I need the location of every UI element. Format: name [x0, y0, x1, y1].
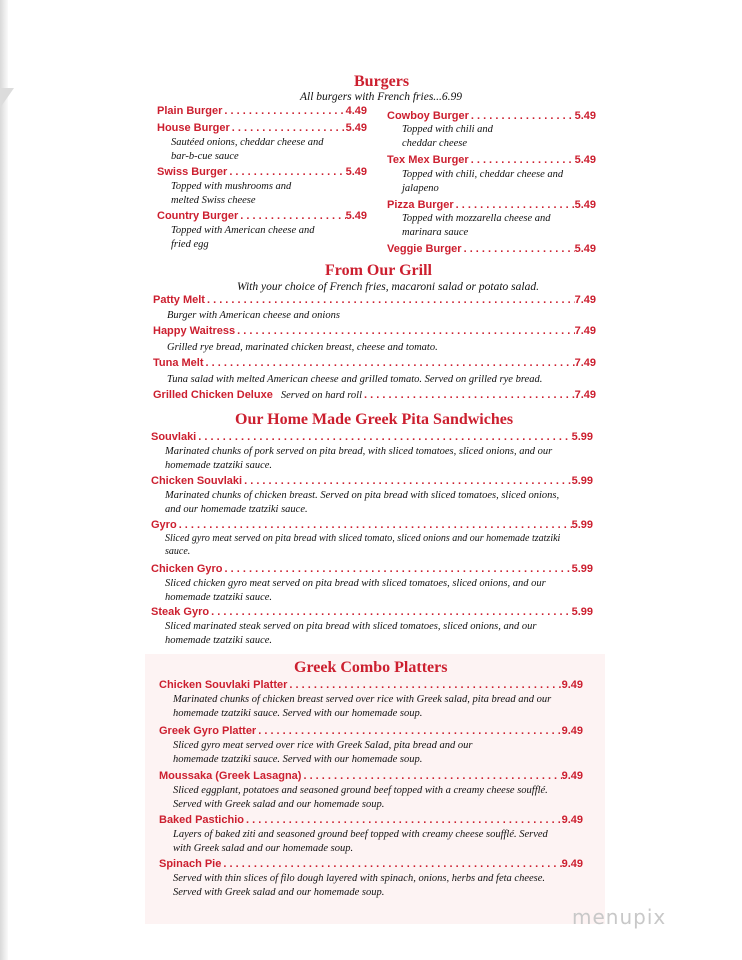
menu-item-desc: Sliced marinated steak served on pita bread with sliced tomatoes, sliced onions, and our homemade tzatziki sauce.	[165, 621, 537, 646]
scan-edge	[0, 0, 8, 960]
menu-item-steak-gyro: Steak Gyro . . . 5.99	[151, 606, 593, 618]
menu-item-chicken-gyro: Chicken Gyro . . . 5.99	[151, 563, 593, 575]
menu-item-desc: Sautéed onions, cheddar cheese and bar-b-cue sauce	[171, 137, 324, 162]
menu-item-desc: Layers of baked ziti and seasoned ground beef topped with creamy cheese soufflé. Served with Greek salad and our homemade soup.	[173, 829, 548, 854]
menu-item-grilled-chicken-deluxe: Grilled Chicken Deluxe Served on hard roll . . . 7.49	[153, 389, 596, 401]
menu-item-desc: Topped with American cheese and fried egg	[171, 225, 315, 250]
menu-item-spinach-pie: Spinach Pie . . . 9.49	[159, 858, 583, 870]
menu-item-baked-pastichio: Baked Pastichio . . . 9.49	[159, 814, 583, 826]
menu-item-desc: Sliced gyro meat served over rice with Greek Salad, pita bread and our homemade tzatziki sauce. Served with our homemade soup.	[173, 740, 473, 765]
menu-item-desc: Topped with chili, cheddar cheese and jalapeno	[402, 169, 564, 194]
menu-item-desc: Marinated chunks of chicken breast served over rice with Greek salad, pita bread and our homemade tzatziki sauce. Served with our homemade soup.	[173, 694, 552, 719]
menu-item-desc: Topped with chili and cheddar cheese	[402, 124, 493, 149]
menu-item-patty-melt: Patty Melt . . . 7.49	[153, 294, 596, 306]
combo-heading: Greek Combo Platters	[294, 659, 448, 676]
menu-item-swiss-burger: Swiss Burger . . . 5.49	[157, 166, 367, 178]
menu-item-desc: Topped with mushrooms and melted Swiss cheese	[171, 181, 292, 206]
menu-item-chicken-souvlaki-platter: Chicken Souvlaki Platter . . . 9.49	[159, 679, 583, 691]
menu-item-desc: Sliced eggplant, potatoes and seasoned ground beef topped with a creamy cheese soufflé. Served with Greek salad and our homemade soup.	[173, 785, 548, 810]
menu-item-tuna-melt: Tuna Melt . . . 7.49	[153, 357, 596, 369]
menu-item-cowboy-burger: Cowboy Burger . . . 5.49	[387, 110, 596, 122]
menu-item-tex-mex-burger: Tex Mex Burger . . . 5.49	[387, 154, 596, 166]
menu-item-desc: Grilled rye bread, marinated chicken breast, cheese and tomato.	[167, 342, 438, 353]
menu-item-desc: Topped with mozzarella cheese and marinara sauce	[402, 213, 551, 238]
menu-item-desc: Sliced chicken gyro meat served on pita bread with sliced tomatoes, sliced onions, and our homemade tzatziki sauce.	[165, 578, 546, 603]
menu-item-gyro: Gyro . . . 5.99	[151, 519, 593, 531]
burgers-heading: Burgers	[354, 73, 410, 90]
menu-item-chicken-souvlaki: Chicken Souvlaki . . . 5.99	[151, 475, 593, 487]
menu-item-desc: Tuna salad with melted American cheese and grilled tomato. Served on grilled rye bread.	[167, 374, 543, 385]
menu-item-plain-burger: Plain Burger . . . 4.49	[157, 105, 367, 117]
menupix-watermark: menupix	[572, 905, 667, 929]
menu-item-happy-waitress: Happy Waitress . . . 7.49	[153, 325, 596, 337]
menu-item-desc: Marinated chunks of pork served on pita bread, with sliced tomatoes, sliced onions, and our homemade tzatziki sauce.	[165, 446, 553, 471]
menu-item-moussaka: Moussaka (Greek Lasagna) . . . 9.49	[159, 770, 583, 782]
menu-item-desc: Served with thin slices of filo dough layered with spinach, onions, herbs and feta cheese. Served with Greek salad and our homemade soup.	[173, 873, 546, 898]
menu-item-country-burger: Country Burger . . . 5.49	[157, 210, 367, 222]
page-fold	[0, 88, 14, 108]
menu-item-desc: Marinated chunks of chicken breast. Served on pita bread with sliced tomatoes, sliced onions, and our homemade tzatziki sauce.	[165, 490, 560, 515]
burgers-subtitle: All burgers with French fries...6.99	[300, 91, 463, 103]
menu-item-souvlaki: Souvlaki . . . 5.99	[151, 431, 593, 443]
menu-item-desc: Sliced gyro meat served on pita bread with sliced tomato, sliced onions and our homemade tzatziki sauce.	[165, 533, 561, 557]
menu-item-house-burger: House Burger . . . 5.49	[157, 122, 367, 134]
menu-item-greek-gyro-platter: Greek Gyro Platter . . . 9.49	[159, 725, 583, 737]
grill-subtitle: With your choice of French fries, macaroni salad or potato salad.	[237, 281, 539, 293]
menu-item-pizza-burger: Pizza Burger . . . 5.49	[387, 199, 596, 211]
menu-item-veggie-burger: Veggie Burger . . . 5.49	[387, 243, 596, 255]
menu-item-desc: Burger with American cheese and onions	[167, 310, 340, 321]
pita-heading: Our Home Made Greek Pita Sandwiches	[235, 411, 514, 428]
grill-heading: From Our Grill	[325, 262, 432, 279]
